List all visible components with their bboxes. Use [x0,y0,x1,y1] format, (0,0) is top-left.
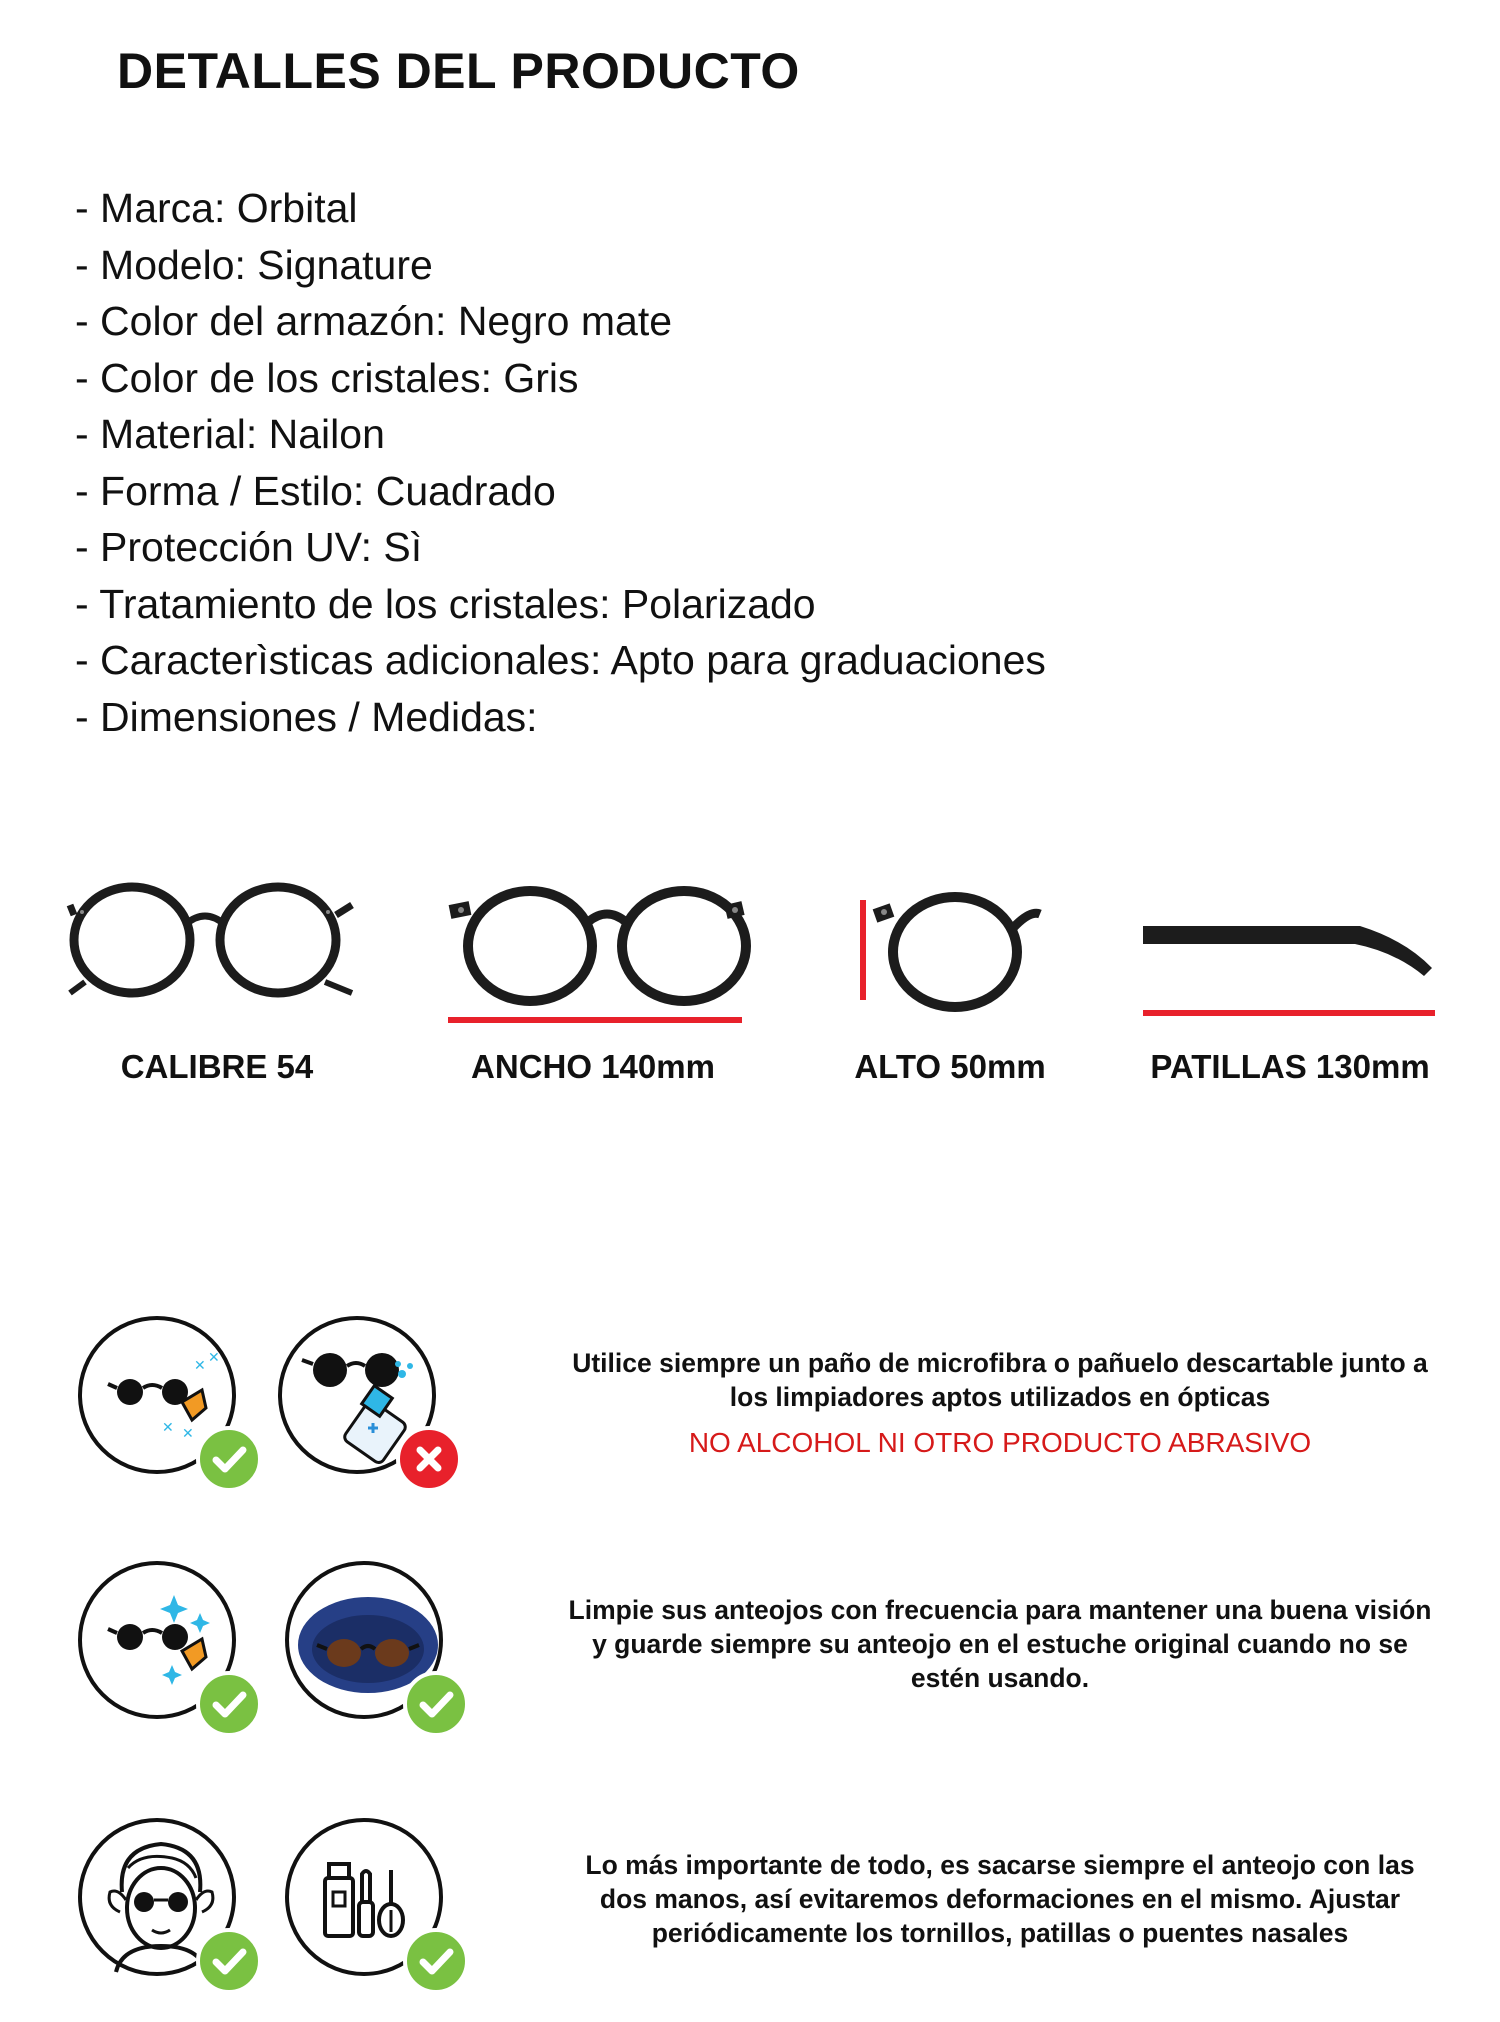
care-warning: NO ALCOHOL NI OTRO PRODUCTO ABRASIVO [688,1427,1312,1458]
cleaning-cloth-circle [78,1316,236,1474]
care-text-cleaning-body: Utilice siempre un paño de microfibra o pañuelo descartable junto a los limpiadores aptos utilizados en ópticas [572,1348,1428,1412]
page-title: DETALLES DEL PRODUCTO [117,43,800,99]
spec-frame-color: - Color del armazón: Negro mate [75,298,673,344]
care-row-cleaning [0,1310,1500,1520]
svg-text:✕: ✕ [208,1350,220,1366]
frequent-cleaning-circle [78,1561,236,1719]
spec-model: - Modelo: Signature [75,241,433,288]
two-hands-circle [78,1818,236,1976]
check-badge-icon [403,1928,469,1994]
glasses-side-icon [875,897,1040,1007]
dimension-diagrams [0,880,1500,1040]
spray-circle [278,1316,436,1474]
svg-text:✕: ✕ [182,1426,194,1442]
cross-badge-icon [396,1426,462,1492]
temple-icon [1143,926,1432,976]
care-text-cleaning [560,1346,1440,1460]
check-badge-icon [403,1671,469,1737]
maintenance-circle [285,1818,443,1976]
check-badge-icon [196,1426,262,1492]
care-row-storage [0,1555,1500,1765]
check-badge-icon [196,1928,262,1994]
spec-dimensions: - Dimensiones / Medidas: [75,693,538,740]
care-text-storage: Limpie sus anteojos con frecuencia para mantener una buena visión y guarde siempre su anteojo en el estuche original cuando no se estén usando. [568,1595,1432,1693]
spec-uv: - Protección UV: Sì [75,524,423,570]
dimension-height-label: ALTO 50mm [854,1048,1046,1085]
glasses-front-icon [70,887,352,993]
spec-list [75,180,1046,745]
spec-material: - Material: Nailon [75,411,385,457]
svg-text:✕: ✕ [162,1420,174,1436]
svg-text:✕: ✕ [194,1358,206,1374]
care-text-handling: Lo más importante de todo, es sacarse siempre el anteojo con las dos manos, así evitaremos deformaciones en el mismo. Ajustar periódicamente los tornillos, patillas o puentes nasales [585,1850,1415,1948]
dimension-temple-label: PATILLAS 130mm [1150,1048,1430,1085]
care-row-handling [0,1812,1500,2022]
dimension-width-label: ANCHO 140mm [471,1048,715,1085]
spec-lens-treatment: - Tratamiento de los cristales: Polarizado [75,580,816,627]
glasses-front-icon [450,891,746,1001]
spec-shape: - Forma / Estilo: Cuadrado [75,467,556,514]
check-badge-icon [196,1671,262,1737]
spec-brand: - Marca: Orbital [75,185,358,231]
dimensions-section [0,880,1500,1110]
case-circle [285,1561,443,1719]
spec-features: - Caracterìsticas adicionales: Apto para graduaciones [75,637,1046,683]
spec-lens-color: - Color de los cristales: Gris [75,354,579,401]
dimension-calibre-label: CALIBRE 54 [120,1048,314,1085]
